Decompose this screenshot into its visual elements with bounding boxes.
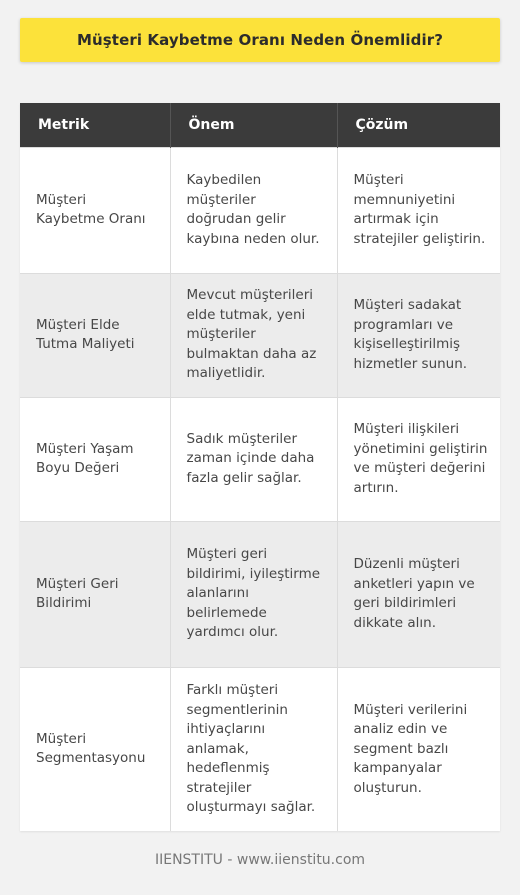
cell-metric: Müşteri Segmentasyonu: [20, 667, 170, 831]
table-row: [20, 521, 500, 667]
cell-metric: Müşteri Geri Bildirimi: [20, 521, 170, 667]
table-row: [20, 273, 500, 397]
header-onem: Önem: [170, 103, 337, 147]
cell-solution: Müşteri verilerini analiz edin ve segment bazlı kampanyalar oluşturun.: [337, 667, 500, 831]
cell-metric: Müşteri Elde Tutma Maliyeti: [20, 273, 170, 397]
table-row: [20, 147, 500, 273]
table-body: [20, 147, 500, 831]
table-row: [20, 667, 500, 831]
metrics-table: [20, 103, 500, 831]
cell-solution: Müşteri sadakat programları ve kişiselleştirilmiş hizmetler sunun.: [337, 273, 500, 397]
table-row: [20, 397, 500, 521]
cell-importance: Mevcut müşterileri elde tutmak, yeni müşteriler bulmaktan daha az maliyetlidir.: [170, 273, 337, 397]
page-title: Müşteri Kaybetme Oranı Neden Önemlidir?: [76, 31, 444, 49]
title-banner: [20, 18, 500, 62]
cell-solution: Düzenli müşteri anketleri yapın ve geri bildirimleri dikkate alın.: [337, 521, 500, 667]
cell-metric: Müşteri Kaybetme Oranı: [20, 147, 170, 273]
cell-solution: Müşteri memnuniyetini artırmak için stratejiler geliştirin.: [337, 147, 500, 273]
footer-credit: IIENSTITU - www.iienstitu.com: [154, 852, 366, 868]
cell-solution: Müşteri ilişkileri yönetimini geliştirin ve müşteri değerini artırın.: [337, 397, 500, 521]
cell-metric: Müşteri Yaşam Boyu Değeri: [20, 397, 170, 521]
cell-importance: Sadık müşteriler zaman içinde daha fazla gelir sağlar.: [170, 397, 337, 521]
header-row: [20, 103, 500, 147]
cell-importance: Müşteri geri bildirimi, iyileştirme alanlarını belirlemede yardımcı olur.: [170, 521, 337, 667]
header-cozum: Çözüm: [337, 103, 500, 147]
cell-importance: Farklı müşteri segmentlerinin ihtiyaçlarını anlamak, hedeflenmiş stratejiler oluşturmayı sağlar.: [170, 667, 337, 831]
header-metrik: Metrik: [20, 103, 170, 147]
cell-importance: Kaybedilen müşteriler doğrudan gelir kaybına neden olur.: [170, 147, 337, 273]
table-header: [20, 103, 500, 147]
